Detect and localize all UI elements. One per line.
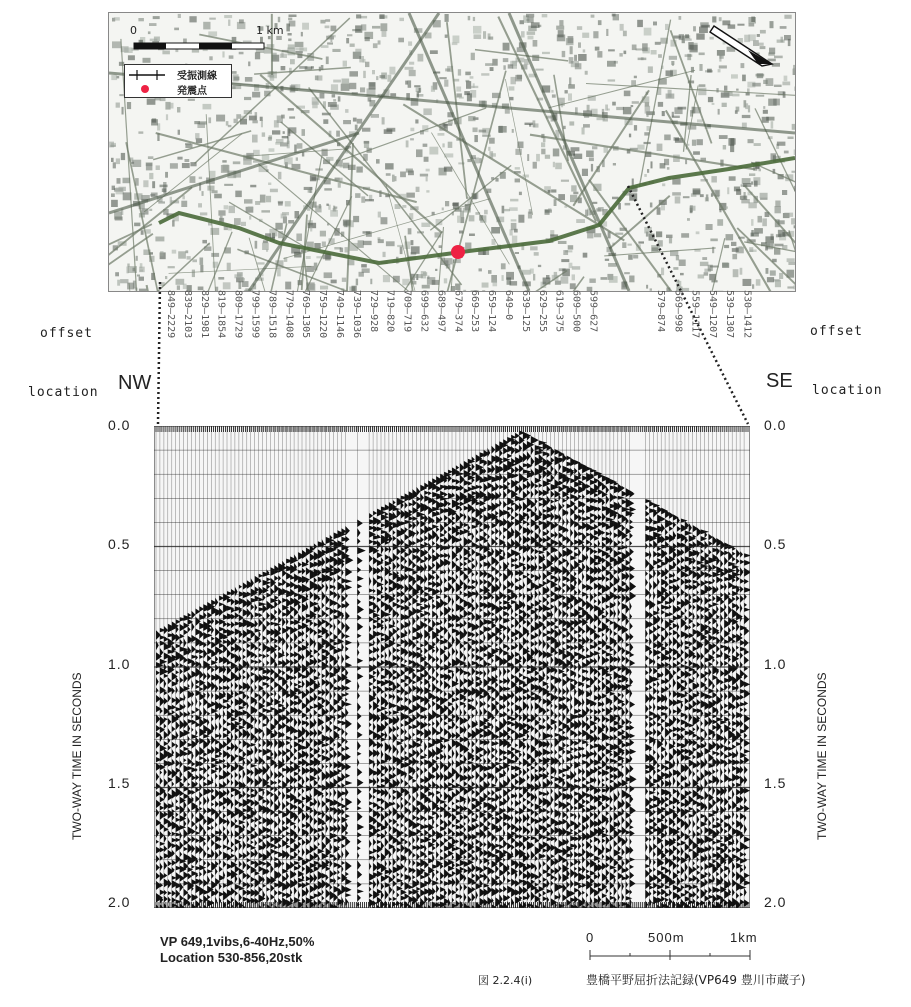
trace-location: 569 — [672, 290, 684, 309]
trace-separator: — — [570, 308, 582, 315]
trace-separator: — — [503, 308, 514, 315]
trace-offset: 1305 — [300, 314, 312, 339]
trace-offset: 1146 — [334, 314, 345, 339]
trace-separator: — — [418, 308, 430, 315]
trace-separator: — — [519, 308, 531, 315]
map-scale-start: 0 — [130, 24, 137, 37]
trace-label — [384, 290, 396, 426]
trace-offset: 820 — [384, 314, 396, 333]
trace-offset: 1408 — [283, 314, 295, 339]
trace-label — [671, 290, 683, 426]
trace-label — [741, 290, 753, 426]
trace-location: 709 — [401, 290, 413, 309]
trace-offset: 874 — [655, 314, 666, 333]
trace-label — [451, 290, 463, 426]
trace-location: 689 — [435, 290, 447, 309]
trace-separator: — — [689, 308, 701, 315]
trace-label — [316, 290, 328, 426]
trace-location: 609 — [570, 290, 582, 309]
time-tick-right: 1.0 — [764, 655, 787, 672]
y-axis-title-right: TWO-WAY TIME IN SECONDS — [815, 672, 829, 840]
trace-location: 769 — [300, 290, 312, 309]
trace-separator: — — [334, 308, 345, 315]
trace-location: 549 — [706, 290, 718, 309]
trace-label — [164, 290, 176, 426]
trace-label — [418, 290, 430, 426]
trace-location: 789 — [266, 290, 278, 309]
vp-parameters: VP 649,1vibs,6-40Hz,50% — [160, 934, 315, 949]
trace-location: 779 — [283, 290, 295, 309]
trace-location: 749 — [334, 290, 345, 309]
trace-offset: 0 — [503, 314, 514, 321]
trace-location: 559 — [689, 290, 701, 309]
trace-offset: 627 — [587, 314, 599, 333]
trace-label — [502, 290, 514, 426]
figure-number: 図 2.2.4(i) — [478, 974, 533, 987]
scale-zero: 0 — [586, 930, 595, 945]
trace-label — [485, 290, 497, 426]
trace-label — [367, 290, 379, 426]
trace-separator: — — [249, 308, 261, 315]
trace-label — [282, 290, 294, 426]
trace-label — [232, 290, 244, 426]
trace-label — [350, 290, 362, 426]
trace-offset: 2103 — [181, 314, 193, 339]
time-tick-right: 0.0 — [764, 417, 787, 433]
location-parameters: Location 530-856,20stk — [160, 950, 303, 965]
scale-ruler — [586, 948, 758, 962]
trace-separator: — — [655, 308, 666, 315]
trace-label — [570, 290, 582, 426]
trace-label — [587, 290, 599, 426]
nw-direction-label: NW — [118, 372, 152, 394]
trace-separator: — — [741, 308, 753, 315]
trace-offset: 1599 — [249, 314, 261, 339]
trace-label — [519, 290, 531, 426]
trace-separator: — — [469, 308, 481, 315]
time-tick-left: 2.0 — [108, 894, 131, 910]
trace-location: 539 — [724, 290, 736, 309]
trace-label — [553, 290, 565, 426]
trace-location: 849 — [165, 290, 176, 309]
trace-separator: — — [266, 308, 278, 315]
trace-separator: — — [553, 308, 565, 315]
trace-separator: — — [401, 308, 413, 315]
time-tick-right: 0.5 — [764, 536, 787, 553]
location-label-right: location — [812, 383, 883, 398]
trace-offset: 1307 — [724, 314, 736, 339]
trace-location: 530 — [741, 290, 753, 309]
time-tick-left: 0.0 — [108, 417, 131, 433]
trace-offset: 998 — [672, 314, 684, 333]
section-scale-bar — [586, 930, 758, 966]
legend-line-label: 受振測線 — [177, 71, 217, 82]
trace-label — [468, 290, 480, 426]
trace-separator: — — [486, 308, 498, 315]
trace-offset: 500 — [570, 314, 582, 333]
trace-offset: 255 — [536, 314, 548, 333]
trace-location: 699 — [418, 290, 430, 309]
trace-separator: — — [587, 308, 599, 315]
trace-separator: — — [724, 308, 736, 315]
trace-separator: — — [283, 308, 295, 315]
trace-label — [299, 290, 311, 426]
trace-separator: — — [317, 308, 329, 315]
figure-title: 豊橋平野屈折法記録(VP649 豊川市蔵子) — [586, 973, 806, 987]
trace-location: 759 — [317, 290, 329, 309]
trace-location: 819 — [215, 290, 227, 309]
trace-offset: 375 — [553, 314, 565, 333]
trace-label — [215, 290, 227, 426]
trace-separator: — — [706, 308, 718, 315]
legend-point-label: 発震点 — [177, 86, 207, 97]
trace-location: 739 — [350, 290, 362, 309]
trace-location: 599 — [587, 290, 599, 309]
trace-separator: — — [435, 308, 447, 315]
trace-separator: — — [536, 308, 548, 315]
trace-location: 669 — [469, 290, 481, 309]
time-tick-right: 1.5 — [764, 774, 787, 791]
trace-offset: 1207 — [706, 314, 718, 339]
trace-offset: 253 — [469, 314, 481, 333]
trace-location: 679 — [452, 290, 464, 309]
trace-label — [434, 290, 446, 426]
trace-location: 799 — [249, 290, 261, 309]
trace-separator: — — [452, 308, 464, 315]
trace-offset: 1220 — [317, 314, 329, 339]
offset-label-right: offset — [810, 324, 863, 339]
seismic-record — [154, 426, 750, 908]
se-direction-label: SE — [766, 370, 793, 392]
time-tick-left: 1.5 — [108, 774, 131, 791]
offset-label-left: offset — [40, 326, 93, 341]
y-axis-title-left: TWO-WAY TIME IN SECONDS — [70, 672, 84, 840]
trace-separator: — — [300, 308, 312, 315]
trace-separator: — — [367, 308, 379, 315]
trace-label — [401, 290, 413, 426]
trace-location: 579 — [655, 290, 666, 309]
trace-offset: 374 — [452, 314, 464, 333]
trace-location: 729 — [367, 290, 379, 309]
trace-label — [536, 290, 548, 426]
scale-500m: 500m — [648, 930, 685, 945]
trace-separator: — — [165, 308, 176, 315]
trace-location: 829 — [198, 290, 210, 309]
trace-offset: 1412 — [741, 314, 753, 339]
trace-offset: 1036 — [350, 314, 362, 339]
trace-label — [249, 290, 261, 426]
trace-separator: — — [672, 308, 684, 315]
trace-separator: — — [181, 308, 193, 315]
trace-label — [654, 290, 666, 426]
trace-label — [689, 290, 701, 426]
trace-separator: — — [232, 308, 244, 315]
location-label-left: location — [28, 385, 99, 400]
trace-header-labels — [158, 290, 758, 426]
trace-location: 719 — [384, 290, 396, 309]
scale-1km: 1km — [730, 930, 758, 945]
trace-offset: 1518 — [266, 314, 278, 339]
trace-offset: 1729 — [232, 314, 244, 339]
trace-offset: 1981 — [198, 314, 210, 339]
trace-label — [706, 290, 718, 426]
trace-offset: 1117 — [689, 314, 701, 339]
trace-label — [181, 290, 193, 426]
trace-separator: — — [384, 308, 396, 315]
trace-label — [265, 290, 277, 426]
time-tick-left: 0.5 — [108, 536, 131, 553]
trace-location: 619 — [553, 290, 565, 309]
trace-label — [723, 290, 735, 426]
trace-label — [333, 290, 345, 426]
trace-location: 639 — [519, 290, 531, 309]
trace-offset: 124 — [486, 314, 498, 333]
trace-location: 629 — [536, 290, 548, 309]
trace-offset: 632 — [418, 314, 430, 333]
trace-location: 659 — [486, 290, 498, 309]
trace-offset: 125 — [519, 314, 531, 333]
trace-offset: 497 — [435, 314, 447, 333]
trace-separator: — — [350, 308, 362, 315]
trace-location: 649 — [503, 290, 514, 309]
trace-offset: 2229 — [165, 314, 176, 339]
trace-location: 809 — [232, 290, 244, 309]
time-tick-left: 1.0 — [108, 655, 131, 672]
trace-location: 839 — [181, 290, 193, 309]
trace-offset: 719 — [401, 314, 413, 333]
time-tick-right: 2.0 — [764, 894, 787, 910]
map-scale-end: 1 km — [256, 24, 284, 37]
trace-separator: — — [198, 308, 210, 315]
trace-label — [198, 290, 210, 426]
trace-offset: 928 — [367, 314, 379, 333]
trace-separator: — — [215, 308, 227, 315]
trace-offset: 1854 — [215, 314, 227, 339]
